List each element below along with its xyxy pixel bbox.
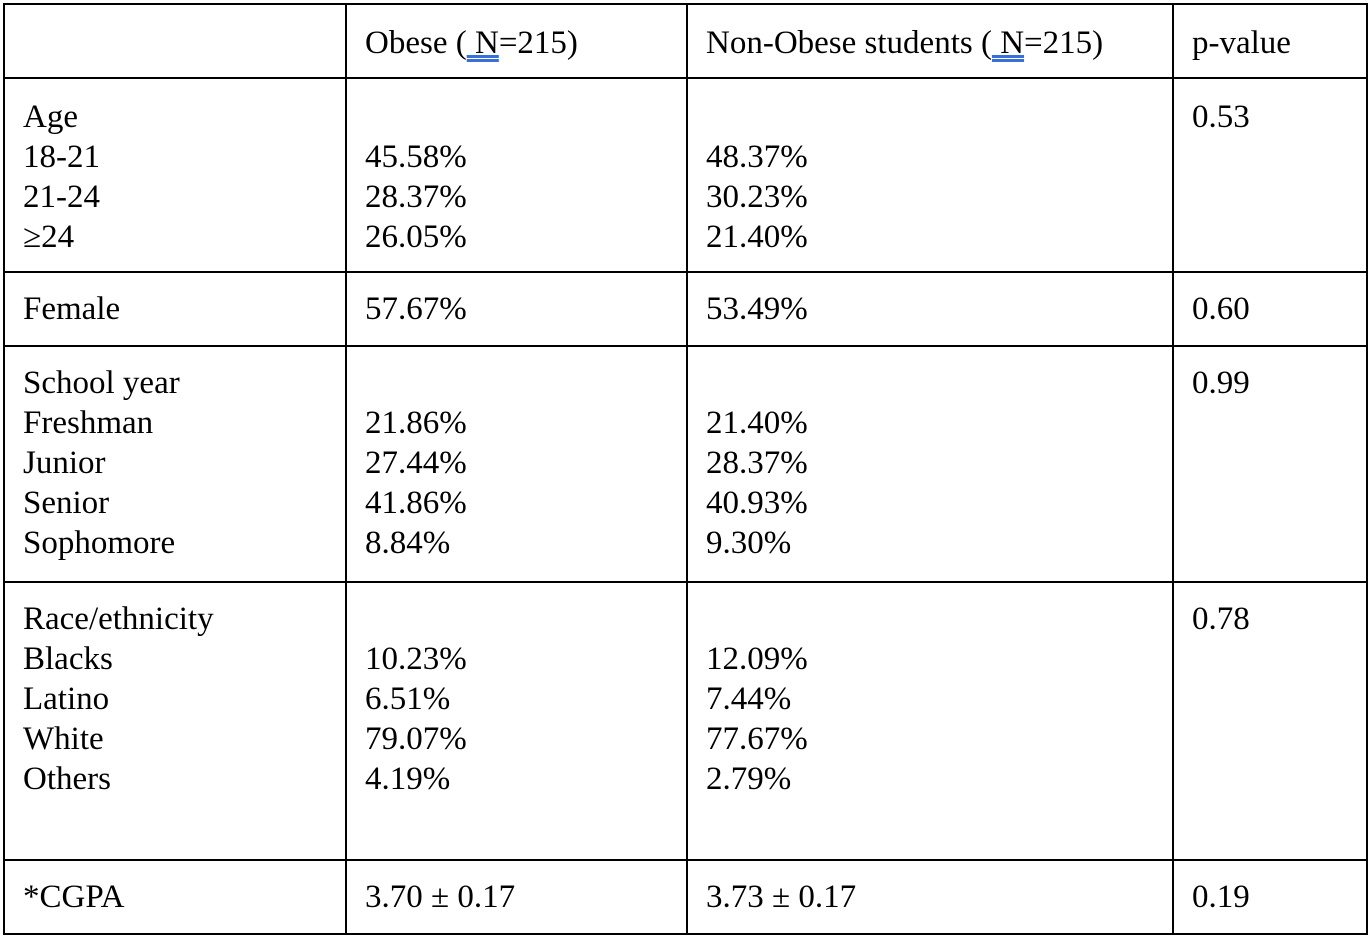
- table-row: [4, 346, 1367, 582]
- nonobese-value: 3.73 ± 0.17: [687, 860, 1173, 934]
- nonobese-value: 21.40%: [706, 405, 808, 441]
- category-label: Latino: [23, 681, 110, 717]
- category-label: 21-24: [23, 179, 100, 215]
- nonobese-value: 77.67%: [706, 721, 808, 757]
- category-label: Others: [23, 761, 111, 797]
- table-row: [4, 860, 1367, 934]
- category-label: 18-21: [23, 139, 100, 175]
- nonobese-value: 48.37%: [706, 139, 808, 175]
- nonobese-value: 30.23%: [706, 179, 808, 215]
- category-label: Freshman: [23, 405, 154, 441]
- school-obese-cell: [346, 346, 687, 582]
- header-nonobese-prefix: Non-Obese students (: [706, 25, 992, 61]
- p-value: 0.99: [1192, 365, 1250, 401]
- obese-value: 3.70 ± 0.17: [346, 860, 687, 934]
- p-value: 0.19: [1173, 860, 1367, 934]
- age-obese-cell: [346, 78, 687, 272]
- nonobese-value: 9.30%: [706, 525, 792, 561]
- obese-value: 28.37%: [365, 179, 467, 215]
- nonobese-value: 7.44%: [706, 681, 792, 717]
- header-nonobese: [687, 4, 1173, 78]
- table-row: [4, 272, 1367, 346]
- row-label: Female: [4, 272, 346, 346]
- comparison-table: [3, 3, 1368, 935]
- nonobese-value: 12.09%: [706, 641, 808, 677]
- obese-value: 4.19%: [365, 761, 451, 797]
- school-nonobese-cell: [687, 346, 1173, 582]
- obese-value: 10.23%: [365, 641, 467, 677]
- race-label-cell: [4, 582, 346, 860]
- race-pvalue-cell: [1173, 582, 1367, 860]
- header-nonobese-suffix: =215): [1024, 25, 1104, 61]
- nonobese-value: 2.79%: [706, 761, 792, 797]
- nonobese-value: 40.93%: [706, 485, 808, 521]
- category-label: Junior: [23, 445, 106, 481]
- nonobese-value: 21.40%: [706, 219, 808, 255]
- obese-value: 27.44%: [365, 445, 467, 481]
- table-row: [4, 582, 1367, 860]
- header-empty-cell: [4, 4, 346, 78]
- obese-value: 57.67%: [346, 272, 687, 346]
- obese-value: 21.86%: [365, 405, 467, 441]
- row-label: *CGPA: [4, 860, 346, 934]
- header-obese-suffix: =215): [498, 25, 578, 61]
- age-label-cell: [4, 78, 346, 272]
- table-row: [4, 78, 1367, 272]
- category-label: Senior: [23, 485, 110, 521]
- nonobese-value: 28.37%: [706, 445, 808, 481]
- race-obese-cell: [346, 582, 687, 860]
- p-value: 0.53: [1192, 99, 1250, 135]
- category-label: Blacks: [23, 641, 113, 677]
- header-obese: [346, 4, 687, 78]
- race-nonobese-cell: [687, 582, 1173, 860]
- p-value: 0.60: [1173, 272, 1367, 346]
- age-pvalue-cell: [1173, 78, 1367, 272]
- row-label: School year: [23, 365, 180, 401]
- header-obese-prefix: Obese (: [365, 25, 467, 61]
- obese-value: 41.86%: [365, 485, 467, 521]
- p-value: 0.78: [1192, 601, 1250, 637]
- school-label-cell: [4, 346, 346, 582]
- obese-value: 6.51%: [365, 681, 451, 717]
- category-label: White: [23, 721, 104, 757]
- header-pvalue: p-value: [1173, 4, 1367, 78]
- age-nonobese-cell: [687, 78, 1173, 272]
- obese-value: 45.58%: [365, 139, 467, 175]
- category-label: Sophomore: [23, 525, 176, 561]
- row-label: Age: [23, 99, 78, 135]
- obese-value: 26.05%: [365, 219, 467, 255]
- obese-value: 8.84%: [365, 525, 451, 561]
- row-label: Race/ethnicity: [23, 601, 214, 637]
- header-row: [4, 4, 1367, 78]
- school-pvalue-cell: [1173, 346, 1367, 582]
- header-nonobese-n: N: [991, 25, 1025, 61]
- obese-value: 79.07%: [365, 721, 467, 757]
- nonobese-value: 53.49%: [687, 272, 1173, 346]
- header-obese-n: N: [466, 25, 499, 61]
- category-label: ≥24: [23, 219, 75, 255]
